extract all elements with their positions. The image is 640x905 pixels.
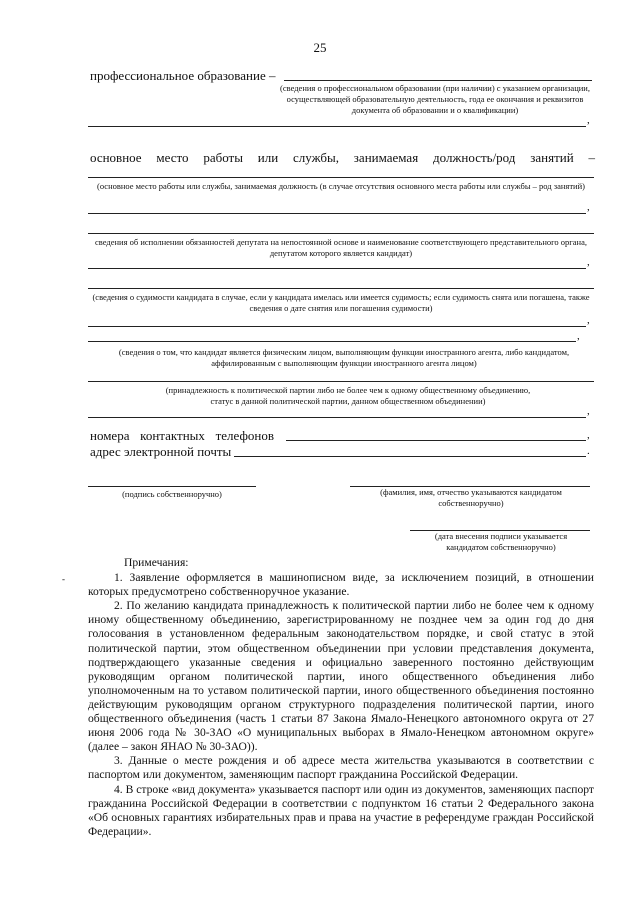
comma-4: ,: [587, 314, 590, 326]
email-label: адрес электронной почты: [90, 444, 232, 459]
note-3: 3. Данные о месте рождения и об адресе места жительства указываются в соответствии с паспортом или документом, заменяющим паспорт гражданина Российской Федерации.: [88, 754, 594, 782]
party-line-2[interactable]: [88, 417, 586, 418]
stray-mark: -: [62, 574, 65, 584]
prof-education-caption: (сведения о профессиональном образовании (при наличии) с указанием организации, осуществляющей образовательную деятельность, года ее окончания и реквизитов документа об образовании и о квалификации): [280, 83, 590, 115]
conviction-line-2[interactable]: [88, 326, 586, 327]
conviction-caption: (сведения о судимости кандидата в случае, если у кандидата имелась или имеется судимость; если судимость снята или погашена, также сведения о дате снятия или погашения судимости): [92, 292, 590, 313]
note-1: 1. Заявление оформляется в машинописном виде, за исключением позиций, в отношении которых предусмотрено собственноручное указание.: [88, 571, 594, 599]
phones-label: номера контактных телефонов: [90, 428, 274, 443]
notes-title: Примечания:: [124, 556, 189, 569]
deputy-line[interactable]: [88, 233, 594, 234]
comma-1: ,: [587, 114, 590, 126]
notes-block: [88, 556, 594, 839]
note-2: 2. По желанию кандидата принадлежность к политической партии либо не более чем к одному иному общественному объединению, зарегистрированному не позднее чем за один год до дня голосования в установленном федеральным законодательством порядке, и свой статус в этой политической партии, этом общественном объединении при условии представления документа, подтверждающего указанные сведения и официально заверенного постоянно действующим руководящим органом политической партии, иного общественного объединения либо уполномоченным на то уставом политической партии, иного общественного объединения постоянно действующим руководящим органом структурного подразделения политической партии, иного общественного объединения (часть 1 статьи 87 Закона Ямало-Ненецкого автономного округа от 27 июня 2006 года № 30-ЗАО «О муниципальных выборах в Ямало-Ненецком автономном округе» (далее – закон ЯНАО № 30-ЗАО)).: [88, 599, 594, 754]
signature-line[interactable]: [88, 486, 256, 487]
comma-6: ,: [587, 405, 590, 417]
comma-3: ,: [587, 256, 590, 268]
fio-caption: (фамилия, имя, отчество указываются кандидатом собственноручно): [380, 487, 562, 508]
note-4: 4. В строке «вид документа» указывается паспорт или один из документов, заменяющих паспорт гражданина Российской Федерации в соответствии с подпунктом 16 статьи 2 Федерального закона «Об основных гарантиях избирательных прав и права на участие в референдуме граждан Российской Федерации».: [88, 782, 594, 838]
prof-education-line[interactable]: [284, 80, 592, 81]
signature-caption: (подпись собственноручно): [122, 489, 222, 499]
foreign-agent-line[interactable]: [88, 341, 576, 342]
conviction-line[interactable]: [88, 288, 594, 289]
comma-5: ,: [577, 330, 580, 342]
page-number: 25: [313, 40, 327, 55]
comma-7: ,: [587, 429, 590, 441]
deputy-caption: сведения об исполнении обязанностей депутата на непостоянной основе и наименование соответствующего представительного органа, депутатом которого является кандидат): [95, 237, 587, 258]
period-1: .: [587, 445, 590, 457]
date-caption: (дата внесения подписи указывается кандидатом собственноручно): [434, 531, 568, 552]
comma-2: ,: [587, 201, 590, 213]
email-line[interactable]: [234, 456, 586, 457]
main-work-line-2[interactable]: [88, 213, 586, 214]
party-line[interactable]: [88, 381, 594, 382]
deputy-line-2[interactable]: [88, 268, 586, 269]
prof-education-line-2[interactable]: [88, 126, 586, 127]
main-work-line[interactable]: [88, 177, 594, 178]
prof-education-label: профессиональное образование –: [90, 68, 276, 83]
foreign-agent-caption: (сведения о том, что кандидат является физическим лицом, выполняющим функции иностранного агента, либо кандидатом, аффилированным с выполняющим функции иностранного агента лицом): [118, 347, 570, 368]
party-caption: (принадлежность к политической партии либо не более чем к одному общественному объединению, статус в данной политической партии, данном общественном объединении): [165, 385, 531, 406]
main-work-label: основное место работы или службы, занимаемая должность/род занятий –: [90, 150, 595, 165]
main-work-caption: (основное место работы или службы, занимаемая должность (в случае отсутствия основного места работы или службы – род занятий): [97, 181, 585, 191]
phones-line[interactable]: [286, 440, 586, 441]
